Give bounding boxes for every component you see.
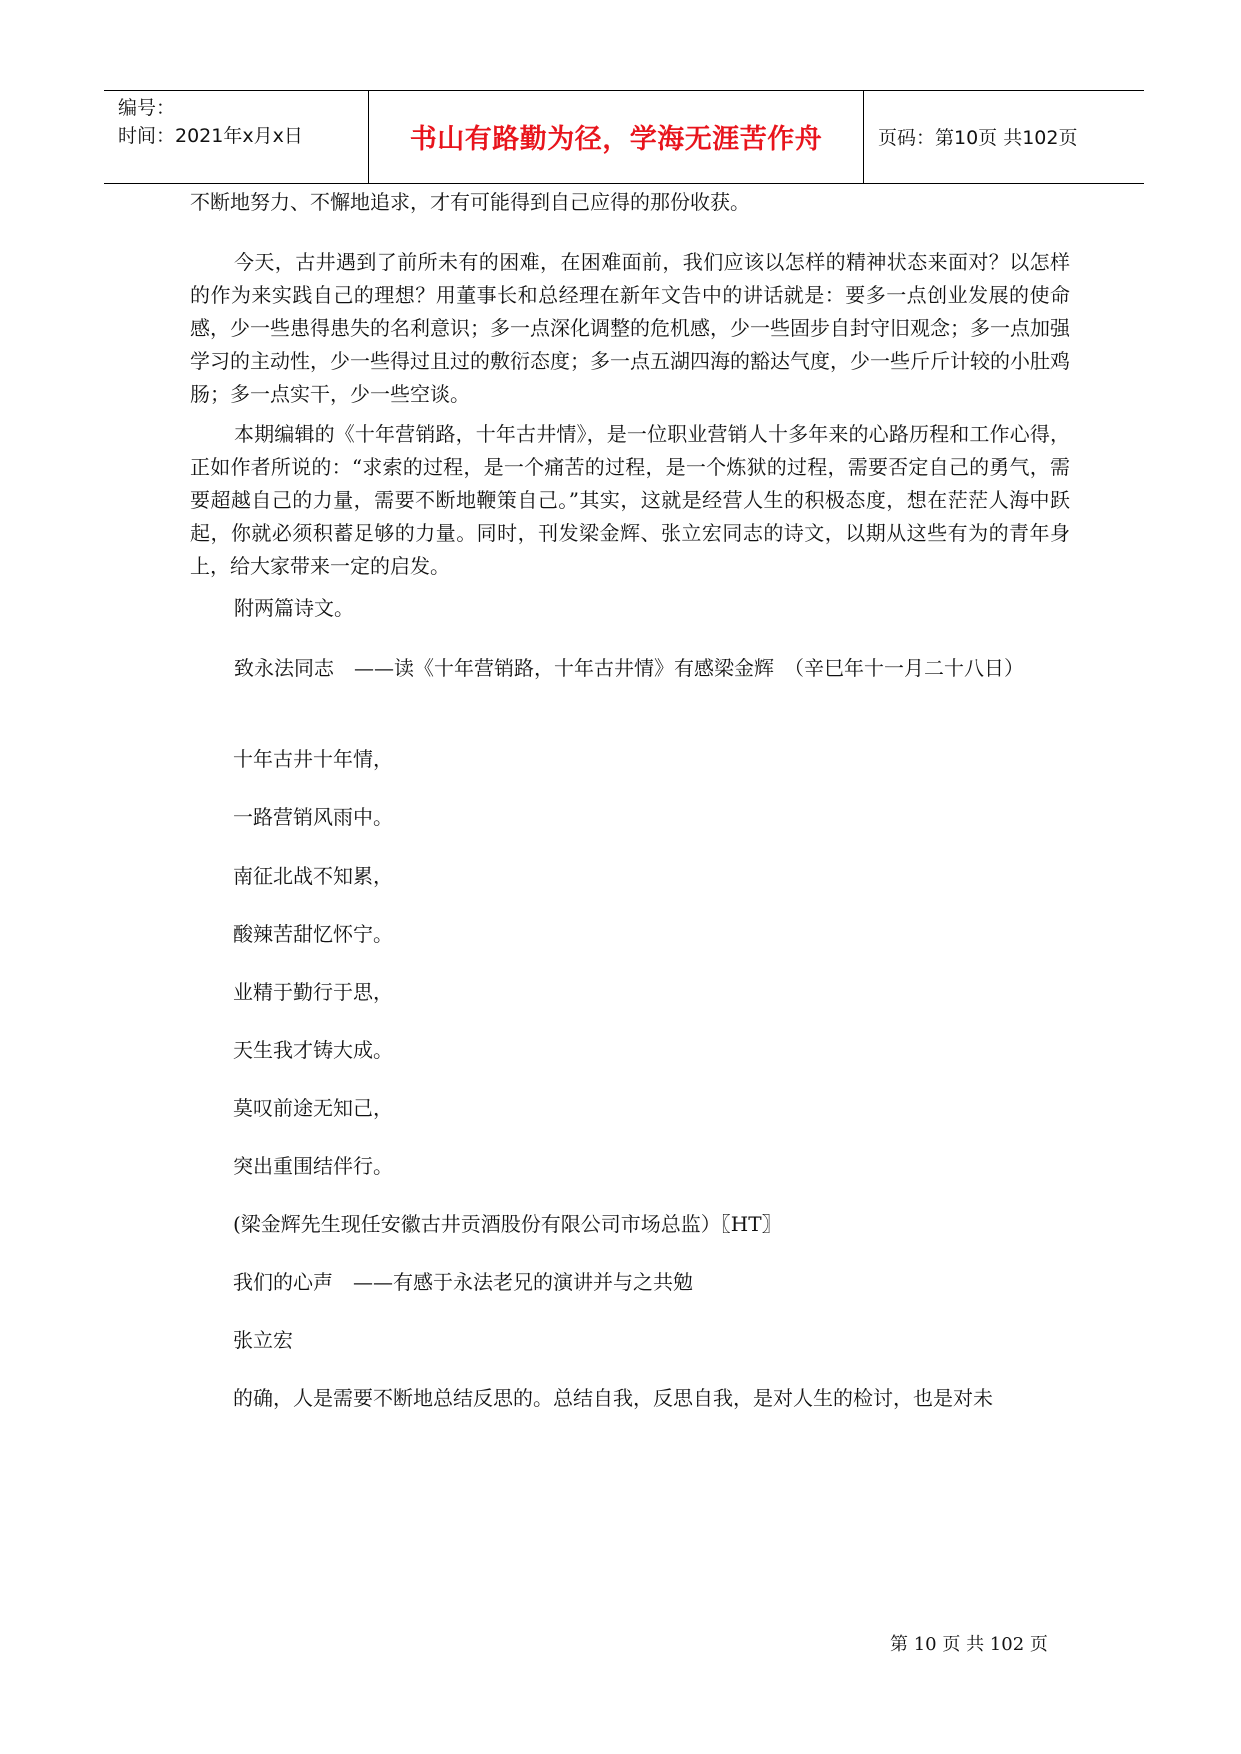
header-motto-cell (369, 91, 864, 183)
poem-line: 一路营销风雨中。 (233, 805, 393, 829)
page-footer: 第 10 页 共 102 页 (890, 1634, 1048, 1655)
essay-title: 我们的心声 ——有感于永法老兄的演讲并与之共勉 (233, 1270, 693, 1294)
header-page-info: 页码：第10页 共102页 (878, 127, 1078, 149)
poem-line: 业精于勤行于思， (233, 980, 393, 1004)
paragraph-difficulties: 今天，古井遇到了前所未有的困难，在困难面前，我们应该以怎样的精神状态来面对？以怎样的作为来实践自己的理想？用董事长和总经理在新年文告中的讲话就是：要多一点创业发展的使命感，少一些患得患失的名利意识；多一点深化调整的危机感，少一些固步自封守旧观念；多一点加强学习的主动性，少一些得过且过的敷衍态度；多一点五湖四海的豁达气度，少一些斤斤计较的小肚鸡肠；多一点实干，少一些空谈。 (190, 250, 1070, 406)
poem-line: 十年古井十年情， (233, 747, 393, 771)
page-header (104, 90, 1144, 184)
header-motto: 书山有路勤为径，学海无涯苦作舟 (409, 124, 823, 155)
paragraph-attachment-note: 附两篇诗文。 (234, 596, 354, 620)
author-note: (梁金辉先生现任安徽古井贡酒股份有限公司市场总监）〖HT〗 (233, 1212, 782, 1236)
header-meta-cell (104, 91, 369, 183)
document-number-label: 编号： (118, 97, 176, 119)
poem-title: 致永法同志 ——读《十年营销路，十年古井情》有感梁金辉 （辛巳年十一月二十八日） (234, 656, 1024, 680)
paragraph-editorial: 本期编辑的《十年营销路，十年古井情》，是一位职业营销人十多年来的心路历程和工作心得，正如作者所说的：“求索的过程，是一个痛苦的过程，是一个炼狱的过程，需要否定自己的勇气，需要超越自己的力量，需要不断地鞭策自己。”其实，这就是经营人生的积极态度，想在茫茫人海中跃起，你就必须积蓄足够的力量。同时，刊发梁金辉、张立宏同志的诗文，以期从这些有为的青年身上，给大家带来一定的启发。 (190, 422, 1070, 578)
poem-line: 莫叹前途无知己， (233, 1096, 393, 1120)
header-page-cell (864, 91, 1144, 183)
essay-first-line: 的确，人是需要不断地总结反思的。总结自我，反思自我，是对人生的检讨，也是对未 (233, 1386, 993, 1410)
document-time-label: 时间：2021年x月x日 (118, 125, 303, 147)
poem-line: 突出重围结伴行。 (233, 1154, 393, 1178)
paragraph-continuation: 不断地努力、不懈地追求，才有可能得到自己应得的那份收获。 (190, 190, 750, 214)
poem-line: 南征北战不知累， (233, 864, 393, 888)
poem-line: 天生我才铸大成。 (233, 1038, 393, 1062)
essay-author: 张立宏 (233, 1328, 293, 1352)
poem-line: 酸辣苦甜忆怀宁。 (233, 922, 393, 946)
